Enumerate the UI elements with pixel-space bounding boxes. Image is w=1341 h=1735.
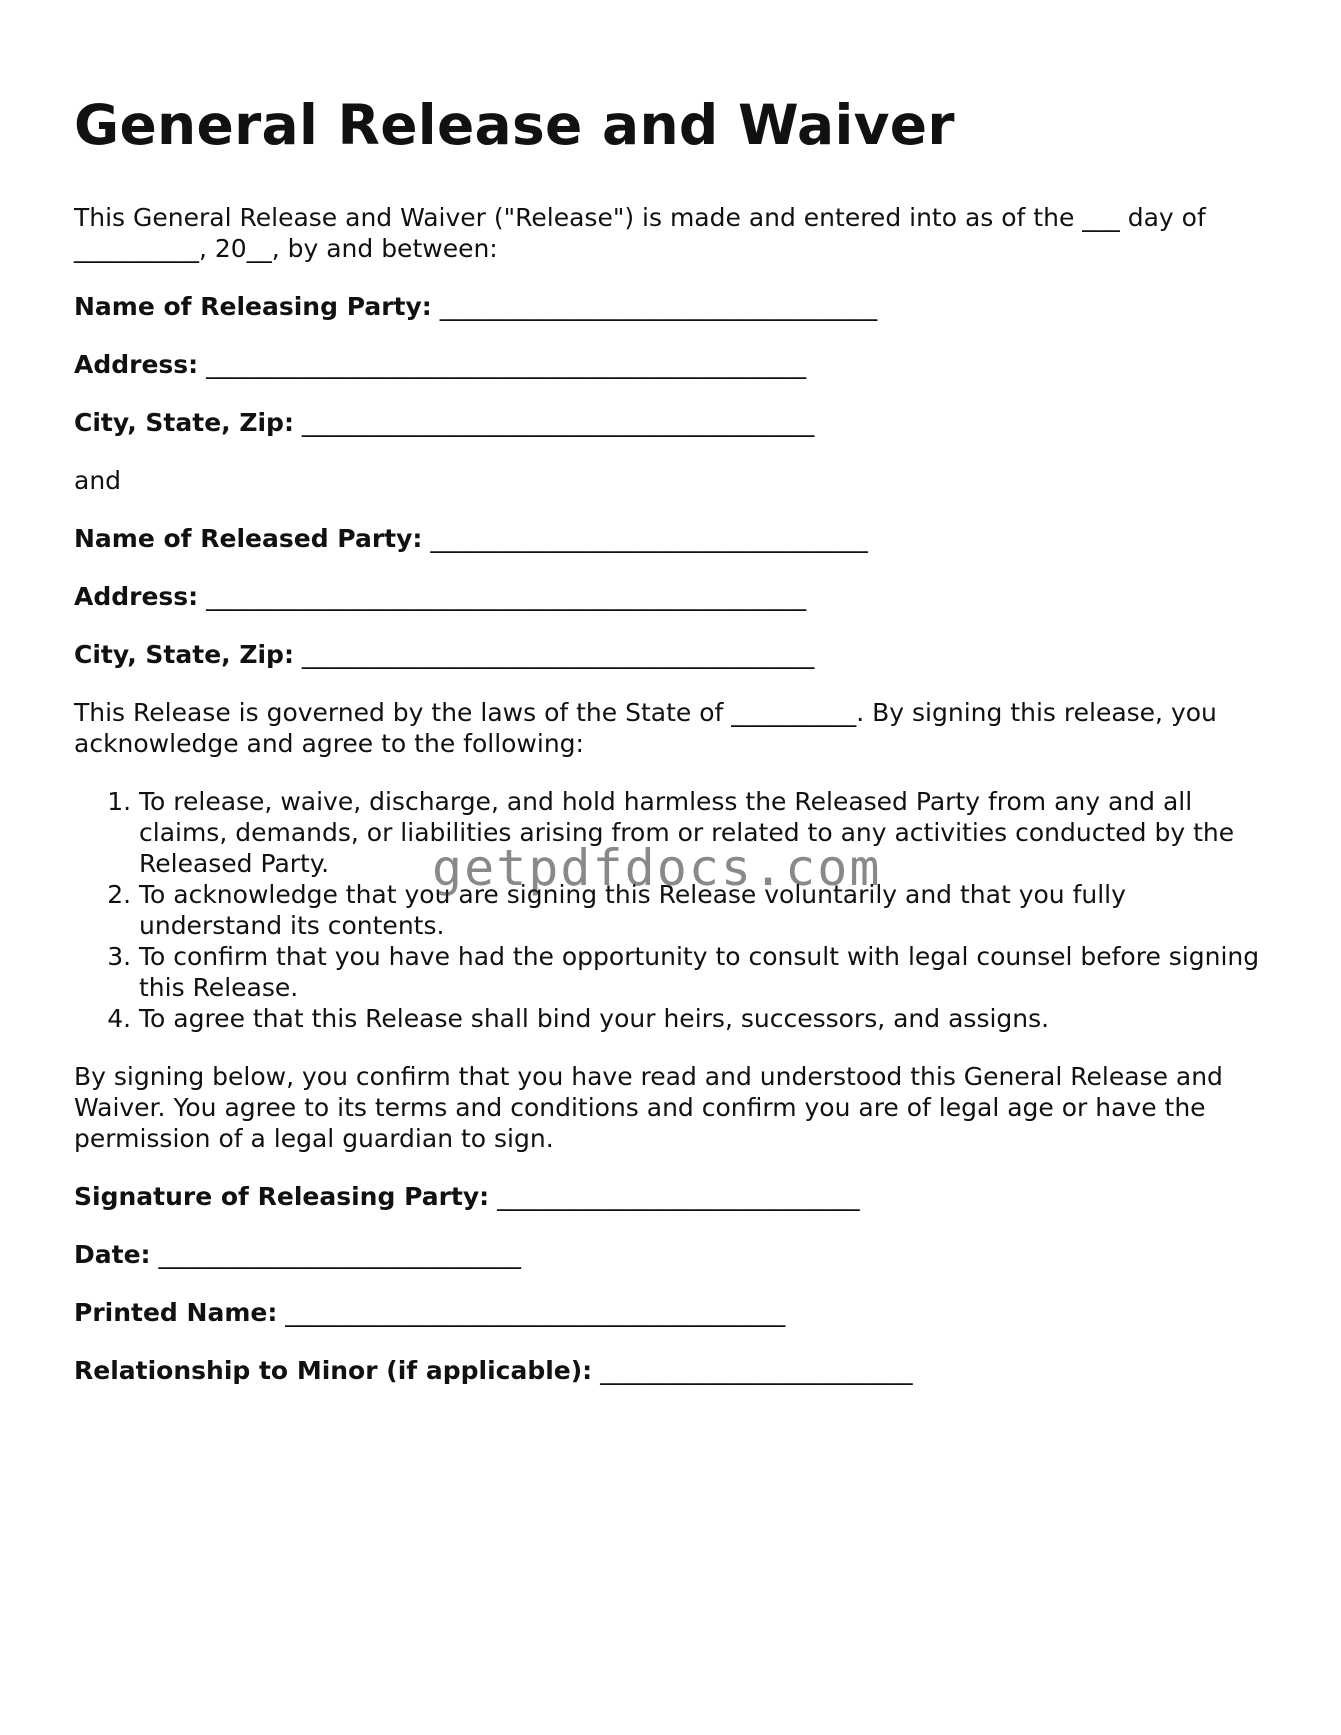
releasing-party-address-label: Address: bbox=[74, 350, 199, 379]
date-label: Date: bbox=[74, 1240, 151, 1269]
document-page bbox=[74, 92, 1274, 1413]
releasing-party-city-blank: _________________________________________ bbox=[301, 408, 815, 437]
releasing-party-address-field bbox=[74, 349, 1274, 380]
intro-paragraph: This General Release and Waiver ("Release") is made and entered into as of the ___ day of __________, 20__, by and between: bbox=[74, 203, 1206, 263]
released-party-name-label: Name of Released Party: bbox=[74, 524, 423, 553]
released-party-address-blank: ________________________________________________ bbox=[206, 582, 807, 611]
released-party-address-field bbox=[74, 581, 1274, 612]
releasing-party-name-field bbox=[74, 291, 1274, 322]
relationship-field bbox=[74, 1355, 1274, 1386]
date-blank: _____________________________ bbox=[158, 1240, 521, 1269]
releasing-party-name-blank: ___________________________________ bbox=[439, 292, 878, 321]
released-party-city-blank: _________________________________________ bbox=[301, 640, 815, 669]
released-party-city-label: City, State, Zip: bbox=[74, 640, 294, 669]
date-field bbox=[74, 1239, 1274, 1270]
signature-label: Signature of Releasing Party: bbox=[74, 1182, 490, 1211]
relationship-blank: _________________________ bbox=[600, 1356, 913, 1385]
printed-name-label: Printed Name: bbox=[74, 1298, 278, 1327]
watermark: getpdfdocs.com bbox=[432, 839, 882, 897]
signature-blank: _____________________________ bbox=[497, 1182, 860, 1211]
released-party-name-blank: ___________________________________ bbox=[430, 524, 868, 553]
released-party-city-field bbox=[74, 639, 1274, 670]
governing-law-paragraph: This Release is governed by the laws of the State of __________. By signing this release, you acknowledge and agree to the following: bbox=[74, 698, 1217, 758]
and-text: and bbox=[74, 466, 122, 495]
released-party-name-field bbox=[74, 523, 1274, 554]
signature-field bbox=[74, 1181, 1274, 1212]
term-item-4: 4. To agree that this Release shall bind your heirs, successors, and assigns. bbox=[139, 1003, 1274, 1034]
terms-list bbox=[74, 786, 1274, 1034]
relationship-label: Relationship to Minor (if applicable): bbox=[74, 1356, 593, 1385]
releasing-party-city-field bbox=[74, 407, 1274, 438]
term-item-3: 3. To confirm that you have had the opportunity to consult with legal counsel before signing this Release. bbox=[139, 941, 1274, 1003]
releasing-party-address-blank: ________________________________________________ bbox=[206, 350, 807, 379]
releasing-party-name-label: Name of Releasing Party: bbox=[74, 292, 432, 321]
document-title: General Release and Waiver bbox=[74, 93, 955, 157]
printed-name-field bbox=[74, 1297, 1274, 1328]
term-item-2: 2. To acknowledge that you are signing this Release voluntarily and that you fully understand its contents. bbox=[139, 879, 1274, 941]
closing-paragraph: By signing below, you confirm that you have read and understood this General Release and Waiver. You agree to its terms and conditions and confirm you are of legal age or have the permission of a legal guardian to sign. bbox=[74, 1062, 1223, 1153]
printed-name-blank: ________________________________________ bbox=[285, 1298, 786, 1327]
releasing-party-city-label: City, State, Zip: bbox=[74, 408, 294, 437]
released-party-address-label: Address: bbox=[74, 582, 199, 611]
term-item-1: 1. To release, waive, discharge, and hold harmless the Released Party from any and all claims, demands, or liabilities arising from or related to any activities conducted by the Released Party. bbox=[139, 786, 1274, 879]
